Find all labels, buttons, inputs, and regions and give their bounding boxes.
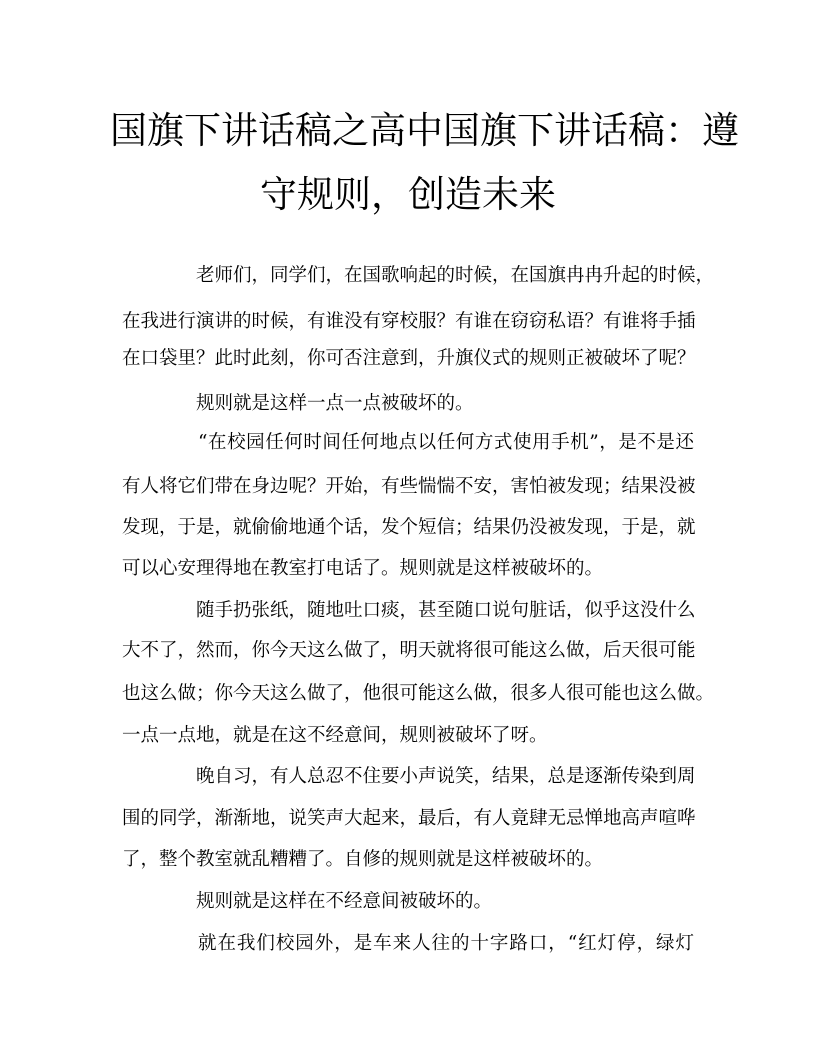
paragraph-line: 发现，于是，就偷偷地通个话，发个短信；结果仍没被发现，于是，就 xyxy=(122,517,696,538)
paragraph-line: “在校园任何时间任何地点以任何方式使用手机”，是不是还 xyxy=(198,432,694,453)
document-title-line-2: 守规则，创造未来 xyxy=(260,173,556,216)
paragraph-line: 规则就是这样一点一点被破坏的。 xyxy=(196,393,474,414)
paragraph-line: 随手扔张纸，随地吐口痰，甚至随口说句脏话，似乎这没什么 xyxy=(196,600,696,621)
paragraph-line: 晚自习，有人总忍不住要小声说笑，结果，总是逐渐传染到周 xyxy=(196,766,696,787)
paragraph-line: 一点一点地，就是在这不经意间，规则被破坏了呀。 xyxy=(122,725,548,746)
document-title-line-1: 国旗下讲话稿之高中国旗下讲话稿：遵 xyxy=(110,109,739,152)
paragraph-line: 有人将它们带在身边呢？开始，有些惴惴不安，害怕被发现；结果没被 xyxy=(122,476,696,497)
paragraph-line: 在口袋里？此时此刻，你可否注意到，升旗仪式的规则正被破坏了呢？ xyxy=(122,348,696,369)
paragraph-line: 就在我们校园外，是车来人往的十字路口，“红灯停，绿灯 xyxy=(198,933,694,954)
paragraph-line: 规则就是这样在不经意间被破坏的。 xyxy=(196,891,493,912)
paragraph-line: 在我进行演讲的时候，有谁没有穿校服？有谁在窃窃私语？有谁将手插 xyxy=(122,311,696,332)
paragraph-line: 老师们，同学们，在国歌响起的时候，在国旗冉冉升起的时候， xyxy=(196,265,715,286)
paragraph-line: 大不了，然而，你今天这么做了，明天就将很可能这么做，后天很可能 xyxy=(122,640,696,661)
paragraph-line: 了，整个教室就乱糟糟了。自修的规则就是这样被破坏的。 xyxy=(122,849,604,870)
paragraph-line: 可以心安理得地在教室打电话了。规则就是这样被破坏的。 xyxy=(122,558,604,579)
paragraph-line: 围的同学，渐渐地，说笑声大起来，最后，有人竟肆无忌惮地高声喧哗 xyxy=(122,808,696,829)
paragraph-line: 也这么做；你今天这么做了，他很可能这么做，很多人很可能也这么做。 xyxy=(122,683,715,704)
